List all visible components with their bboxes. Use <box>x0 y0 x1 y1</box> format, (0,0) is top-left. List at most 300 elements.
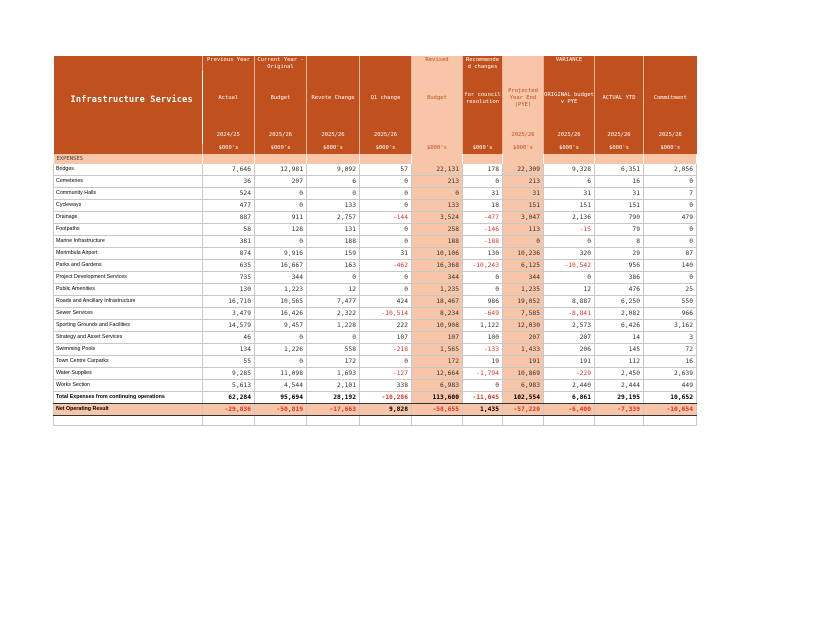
row-value: 1,235 <box>503 283 544 295</box>
row-value: 145 <box>595 343 644 355</box>
row-label: Cycleways <box>54 199 203 211</box>
row-value: -649 <box>463 307 503 319</box>
row-value: 2,757 <box>307 211 360 223</box>
row-value: 9,328 <box>544 164 595 176</box>
column-unit: $000's <box>644 144 697 154</box>
row-value: 1,235 <box>412 283 463 295</box>
column-period <box>463 127 503 144</box>
row-value: 31 <box>360 247 412 259</box>
column-header-top <box>644 56 697 71</box>
row-value: 0 <box>463 175 503 187</box>
section-cell <box>595 154 644 164</box>
row-value: 10,106 <box>412 247 463 259</box>
row-value: -146 <box>463 223 503 235</box>
row-value: 188 <box>307 235 360 247</box>
row-value: 0 <box>360 175 412 187</box>
row-value: 18 <box>463 199 503 211</box>
row-value: 14 <box>595 331 644 343</box>
row-value: -462 <box>360 259 412 271</box>
blank-cell <box>203 415 255 425</box>
row-value: 1,223 <box>255 283 307 295</box>
row-value: 0 <box>463 283 503 295</box>
row-value: 476 <box>595 283 644 295</box>
budget-table <box>53 56 697 426</box>
row-value: -58,655 <box>412 403 463 415</box>
row-value: 107 <box>412 331 463 343</box>
row-value: 25 <box>644 283 697 295</box>
row-value: 320 <box>544 247 595 259</box>
row-value: -15 <box>544 223 595 235</box>
table-row <box>54 211 697 223</box>
row-value: 36 <box>203 175 255 187</box>
column-header-label: Budget <box>412 71 463 127</box>
table-row <box>54 271 697 283</box>
row-value: 344 <box>255 271 307 283</box>
row-value: 131 <box>307 223 360 235</box>
table-row <box>54 235 697 247</box>
row-value: -229 <box>544 367 595 379</box>
blank-cell <box>360 415 412 425</box>
row-value: 0 <box>360 187 412 199</box>
row-value: 8,234 <box>412 307 463 319</box>
row-value: 479 <box>644 211 697 223</box>
row-value: 16,710 <box>203 295 255 307</box>
row-value: 62,284 <box>203 391 255 403</box>
column-header-label: Budget <box>255 71 307 127</box>
row-value: 31 <box>544 187 595 199</box>
blank-cell <box>412 415 463 425</box>
row-value: 31 <box>463 187 503 199</box>
row-value: 6,983 <box>503 379 544 391</box>
row-value: 10,869 <box>503 367 544 379</box>
row-value: 381 <box>203 235 255 247</box>
row-value: -218 <box>360 343 412 355</box>
row-value: 151 <box>544 199 595 211</box>
row-value: 206 <box>544 343 595 355</box>
row-value: 58 <box>203 223 255 235</box>
column-period: 2025/26 <box>595 127 644 144</box>
column-unit: $000's <box>544 144 595 154</box>
blank-cell <box>644 415 697 425</box>
row-value: 550 <box>644 295 697 307</box>
row-value: -8,841 <box>544 307 595 319</box>
section-cell <box>307 154 360 164</box>
row-value: 1,226 <box>255 343 307 355</box>
row-value: 207 <box>255 175 307 187</box>
row-value: -17,663 <box>307 403 360 415</box>
row-value: 6,250 <box>595 295 644 307</box>
row-value: 0 <box>360 271 412 283</box>
column-header-top: Current Year -Original <box>255 56 307 71</box>
row-value: 0 <box>503 235 544 247</box>
row-value: 207 <box>503 331 544 343</box>
row-value: 0 <box>360 199 412 211</box>
row-value: 140 <box>644 259 697 271</box>
row-value: 10,565 <box>255 295 307 307</box>
row-value: -57,220 <box>503 403 544 415</box>
column-unit: $000's <box>255 144 307 154</box>
row-value: 0 <box>360 355 412 367</box>
row-value: 28,192 <box>307 391 360 403</box>
row-value: 18,467 <box>412 295 463 307</box>
section-cell <box>255 154 307 164</box>
row-value: 12,030 <box>503 319 544 331</box>
section-cell <box>360 154 412 164</box>
row-value: 172 <box>307 355 360 367</box>
row-value: -6,400 <box>544 403 595 415</box>
row-value: 6,351 <box>595 164 644 176</box>
row-value: 0 <box>255 331 307 343</box>
column-period: 2025/26 <box>503 127 544 144</box>
row-value: 9,828 <box>360 403 412 415</box>
row-value: 344 <box>503 271 544 283</box>
row-label: Total Expenses from continuing operations <box>54 391 203 403</box>
blank-cell <box>544 415 595 425</box>
blank-cell <box>307 415 360 425</box>
row-value: 113,600 <box>412 391 463 403</box>
blank-cell <box>54 415 203 425</box>
row-value: 0 <box>412 187 463 199</box>
row-value: 6,983 <box>412 379 463 391</box>
row-value: 2,450 <box>595 367 644 379</box>
column-period: 2025/26 <box>360 127 412 144</box>
column-unit: $000's <box>412 144 463 154</box>
row-label: Roads and Ancillary Infrastructure <box>54 295 203 307</box>
row-label: Public Amenities <box>54 283 203 295</box>
row-label: Footpaths <box>54 223 203 235</box>
row-value: 0 <box>544 235 595 247</box>
row-value: 151 <box>503 199 544 211</box>
table-row <box>54 295 697 307</box>
row-value: 911 <box>255 211 307 223</box>
row-value: 12 <box>544 283 595 295</box>
column-header-mid: Revote Change <box>307 71 360 127</box>
row-label: Merimbula Airport <box>54 247 203 259</box>
column-header-label: Actual <box>203 71 255 127</box>
budget-sheet <box>53 56 696 426</box>
row-value: 12 <box>307 283 360 295</box>
table-row <box>54 187 697 199</box>
row-value: 16,667 <box>255 259 307 271</box>
row-value: 31 <box>595 187 644 199</box>
row-value: 107 <box>360 331 412 343</box>
row-label: Bridges <box>54 164 203 176</box>
blank-cell <box>255 415 307 425</box>
row-value: -50,819 <box>255 403 307 415</box>
row-value: 449 <box>644 379 697 391</box>
section-cell <box>463 154 503 164</box>
table-row <box>54 355 697 367</box>
row-label: Town Centre Carparks <box>54 355 203 367</box>
row-value: 4,544 <box>255 379 307 391</box>
table-row <box>54 331 697 343</box>
table-row <box>54 175 697 187</box>
column-period: 2024/25 <box>203 127 255 144</box>
row-label: Project Development Services <box>54 271 203 283</box>
column-unit: $000's <box>307 144 360 154</box>
row-value: 477 <box>203 199 255 211</box>
row-value: 46 <box>203 331 255 343</box>
row-value: -188 <box>463 235 503 247</box>
row-value: 57 <box>360 164 412 176</box>
row-value: 14,579 <box>203 319 255 331</box>
row-value: 3 <box>644 331 697 343</box>
column-header-mid: Q1 change <box>360 71 412 127</box>
column-period: 2025/26 <box>307 127 360 144</box>
table-row <box>54 319 697 331</box>
row-label: Swimming Pools <box>54 343 203 355</box>
table-row <box>54 379 697 391</box>
column-header-label: ORIGINAL budget v PYE <box>544 71 595 127</box>
row-value: 7,585 <box>503 307 544 319</box>
column-header-label: for council resolution <box>463 71 503 127</box>
row-value: 55 <box>203 355 255 367</box>
row-value: 29,195 <box>595 391 644 403</box>
blank-cell <box>463 415 503 425</box>
row-value: 0 <box>544 271 595 283</box>
row-value: 112 <box>595 355 644 367</box>
row-value: 0 <box>255 355 307 367</box>
row-value: 133 <box>412 199 463 211</box>
row-value: 12,981 <box>255 164 307 176</box>
row-value: 113 <box>503 223 544 235</box>
row-value: 635 <box>203 259 255 271</box>
row-value: 222 <box>360 319 412 331</box>
row-value: 22,131 <box>412 164 463 176</box>
row-value: 72 <box>644 343 697 355</box>
row-value: -144 <box>360 211 412 223</box>
row-value: 0 <box>307 331 360 343</box>
row-value: 6,426 <box>595 319 644 331</box>
column-header-top: Recommende d changes <box>463 56 503 71</box>
row-value: -10,514 <box>360 307 412 319</box>
row-value: -1,794 <box>463 367 503 379</box>
row-value: 10,652 <box>644 391 697 403</box>
row-value: 188 <box>412 235 463 247</box>
row-value: 16 <box>595 175 644 187</box>
row-value: 0 <box>255 187 307 199</box>
row-value: 7,646 <box>203 164 255 176</box>
row-value: 16,368 <box>412 259 463 271</box>
row-value: -10,542 <box>544 259 595 271</box>
column-header-top: Previous Year <box>203 56 255 71</box>
row-value: 735 <box>203 271 255 283</box>
row-value: -10,654 <box>644 403 697 415</box>
row-label: Community Halls <box>54 187 203 199</box>
row-value: 2,082 <box>595 307 644 319</box>
row-value: 1,565 <box>412 343 463 355</box>
row-value: 0 <box>644 271 697 283</box>
row-value: 130 <box>463 247 503 259</box>
table-row <box>54 247 697 259</box>
column-header-top <box>503 56 544 71</box>
row-label: Net Operating Result <box>54 403 203 415</box>
row-value: 100 <box>463 331 503 343</box>
table-row <box>54 283 697 295</box>
table-row <box>54 259 697 271</box>
row-value: 7,477 <box>307 295 360 307</box>
row-value: 79 <box>595 223 644 235</box>
column-header-top <box>360 56 412 71</box>
row-value: 0 <box>360 223 412 235</box>
row-value: 207 <box>544 331 595 343</box>
row-value: 386 <box>595 271 644 283</box>
row-value: 2,639 <box>644 367 697 379</box>
column-period: 2025/26 <box>255 127 307 144</box>
column-header-top: VARIANCE <box>544 56 595 71</box>
row-value: 9,457 <box>255 319 307 331</box>
row-value: 0 <box>307 271 360 283</box>
row-value: 16 <box>644 355 697 367</box>
row-value: 0 <box>360 283 412 295</box>
row-value: -133 <box>463 343 503 355</box>
column-unit: $000's <box>463 144 503 154</box>
table-row <box>54 343 697 355</box>
row-value: 0 <box>644 235 697 247</box>
column-period: 2025/26 <box>544 127 595 144</box>
row-value: 524 <box>203 187 255 199</box>
section-cell <box>203 154 255 164</box>
row-value: 163 <box>307 259 360 271</box>
column-unit: $000's <box>360 144 412 154</box>
row-value: 887 <box>203 211 255 223</box>
row-value: 159 <box>307 247 360 259</box>
row-label: Sewer Services <box>54 307 203 319</box>
row-value: 2,573 <box>544 319 595 331</box>
row-label: Strategy and Asset Services <box>54 331 203 343</box>
row-value: 0 <box>644 175 697 187</box>
column-header-top <box>595 56 644 71</box>
row-value: 134 <box>203 343 255 355</box>
row-value: -10,286 <box>360 391 412 403</box>
column-header-top: Revised <box>412 56 463 71</box>
row-value: 0 <box>307 187 360 199</box>
column-unit: $000's <box>203 144 255 154</box>
table-row <box>54 199 697 211</box>
row-value: 87 <box>644 247 697 259</box>
column-header-top <box>307 56 360 71</box>
row-value: 1,693 <box>307 367 360 379</box>
row-value: 9,285 <box>203 367 255 379</box>
row-value: 0 <box>644 223 697 235</box>
row-value: 0 <box>255 235 307 247</box>
row-value: 11,098 <box>255 367 307 379</box>
row-value: 2,440 <box>544 379 595 391</box>
table-row <box>54 307 697 319</box>
row-value: 6 <box>544 175 595 187</box>
row-value: -7,339 <box>595 403 644 415</box>
row-value: 6,125 <box>503 259 544 271</box>
row-value: 213 <box>503 175 544 187</box>
row-label: Drainage <box>54 211 203 223</box>
row-value: 3,162 <box>644 319 697 331</box>
row-value: 16,426 <box>255 307 307 319</box>
row-value: 19 <box>463 355 503 367</box>
row-value: 9,092 <box>307 164 360 176</box>
column-header-mid: ACTUAL YTD <box>595 71 644 127</box>
row-value: 3,479 <box>203 307 255 319</box>
unit-row-spacer <box>54 144 203 154</box>
row-value: 790 <box>595 211 644 223</box>
row-value: 2,136 <box>544 211 595 223</box>
row-value: 986 <box>463 295 503 307</box>
row-value: 178 <box>463 164 503 176</box>
row-value: 0 <box>360 235 412 247</box>
row-value: 2,056 <box>644 164 697 176</box>
row-value: 558 <box>307 343 360 355</box>
row-value: 2,101 <box>307 379 360 391</box>
header-row <box>54 144 697 154</box>
row-value: 95,694 <box>255 391 307 403</box>
blank-row <box>54 415 697 425</box>
row-value: 424 <box>360 295 412 307</box>
column-unit: $000's <box>595 144 644 154</box>
row-value: 3,524 <box>412 211 463 223</box>
row-value: -477 <box>463 211 503 223</box>
row-value: 1,228 <box>307 319 360 331</box>
row-value: -10,243 <box>463 259 503 271</box>
row-value: 7 <box>644 187 697 199</box>
row-value: 344 <box>412 271 463 283</box>
row-label: Marine Infrastructure <box>54 235 203 247</box>
row-value: 338 <box>360 379 412 391</box>
row-value: 3,047 <box>503 211 544 223</box>
row-value: 8 <box>595 235 644 247</box>
row-value: 130 <box>203 283 255 295</box>
row-value: 0 <box>644 199 697 211</box>
row-value: 874 <box>203 247 255 259</box>
row-value: 8,887 <box>544 295 595 307</box>
total-row <box>54 391 697 403</box>
row-value: 6,861 <box>544 391 595 403</box>
row-value: 31 <box>503 187 544 199</box>
row-value: 956 <box>595 259 644 271</box>
row-value: 966 <box>644 307 697 319</box>
section-label: EXPENSES <box>54 154 203 164</box>
row-value: 6 <box>307 175 360 187</box>
row-value: 133 <box>307 199 360 211</box>
blank-cell <box>595 415 644 425</box>
row-value: 172 <box>412 355 463 367</box>
row-value: 0 <box>255 199 307 211</box>
row-value: 1,433 <box>503 343 544 355</box>
section-cell <box>544 154 595 164</box>
row-value: -11,045 <box>463 391 503 403</box>
row-value: 102,554 <box>503 391 544 403</box>
section-cell <box>503 154 544 164</box>
column-header-mid: Projected Year End (PYE) <box>503 71 544 127</box>
row-value: 151 <box>595 199 644 211</box>
net-row <box>54 403 697 415</box>
row-value: -127 <box>360 367 412 379</box>
row-label: Water Supplies <box>54 367 203 379</box>
column-header-mid: Commitment <box>644 71 697 127</box>
table-row <box>54 223 697 235</box>
table-row <box>54 164 697 176</box>
row-value: 128 <box>255 223 307 235</box>
row-label: Works Section <box>54 379 203 391</box>
column-period <box>412 127 463 144</box>
row-value: 2,322 <box>307 307 360 319</box>
row-label: Cemeteries <box>54 175 203 187</box>
row-label: Sporting Grounds and Facilities <box>54 319 203 331</box>
row-label: Parks and Gardens <box>54 259 203 271</box>
row-value: 5,613 <box>203 379 255 391</box>
row-value: 1,122 <box>463 319 503 331</box>
row-value: 12,664 <box>412 367 463 379</box>
table-row <box>54 367 697 379</box>
row-value: 258 <box>412 223 463 235</box>
